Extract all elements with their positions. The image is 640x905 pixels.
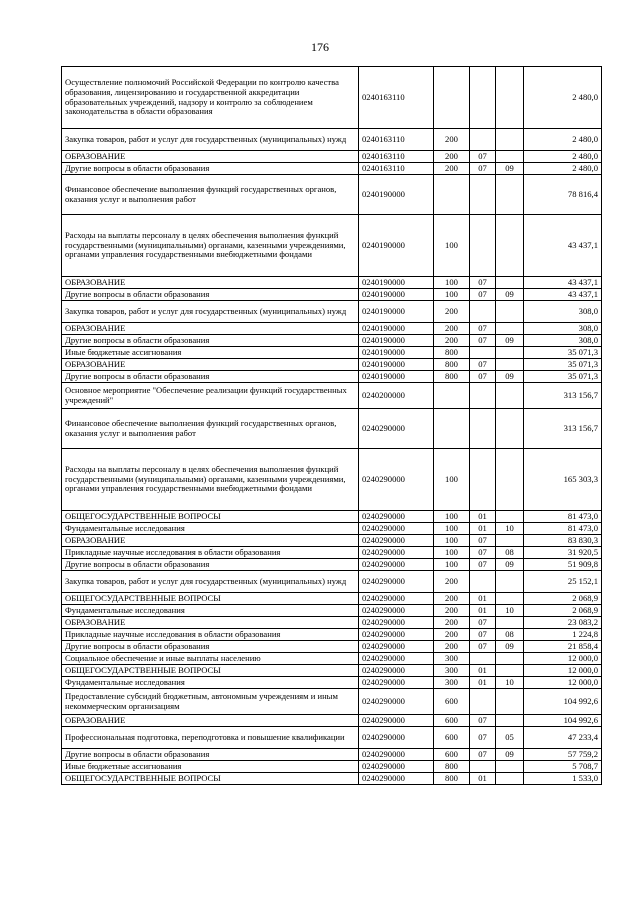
row-amount-cell: 12 000,0: [524, 665, 602, 677]
row-name-cell: ОБРАЗОВАНИЕ: [62, 359, 359, 371]
row-code-cell: 0240200000: [359, 383, 434, 409]
table-row: [62, 715, 602, 727]
row-amount-cell: 12 000,0: [524, 653, 602, 665]
row-amount-cell: 104 992,6: [524, 689, 602, 715]
table-row: [62, 215, 602, 277]
row-name-cell: Другие вопросы в области образования: [62, 335, 359, 347]
row-code-cell: 0240190000: [359, 323, 434, 335]
row-amount-cell: 2 480,0: [524, 129, 602, 151]
table-row: [62, 571, 602, 593]
row-subsection-cell: [496, 449, 524, 511]
row-amount-cell: 165 303,3: [524, 449, 602, 511]
row-section-cell: 01: [470, 677, 496, 689]
table-row: [62, 151, 602, 163]
row-name-cell: Предоставление субсидий бюджетным, автономным учреждениям и иным некоммерческим организациям: [62, 689, 359, 715]
row-amount-cell: 2 480,0: [524, 163, 602, 175]
row-name-cell: ОБЩЕГОСУДАРСТВЕННЫЕ ВОПРОСЫ: [62, 511, 359, 523]
row-subsection-cell: [496, 359, 524, 371]
budget-table-body: [62, 67, 602, 785]
row-name-cell: Другие вопросы в области образования: [62, 641, 359, 653]
row-code-cell: 0240163110: [359, 129, 434, 151]
row-amount-cell: 2 480,0: [524, 67, 602, 129]
row-amount-cell: 23 083,2: [524, 617, 602, 629]
row-name-cell: ОБЩЕГОСУДАРСТВЕННЫЕ ВОПРОСЫ: [62, 665, 359, 677]
row-section-cell: 07: [470, 163, 496, 175]
row-amount-cell: 51 909,8: [524, 559, 602, 571]
row-code-cell: 0240290000: [359, 761, 434, 773]
row-code-cell: 0240190000: [359, 277, 434, 289]
row-section-cell: [470, 449, 496, 511]
row-expense-type-cell: 200: [434, 163, 470, 175]
row-subsection-cell: [496, 67, 524, 129]
row-section-cell: 07: [470, 727, 496, 749]
row-amount-cell: 308,0: [524, 323, 602, 335]
row-expense-type-cell: 800: [434, 347, 470, 359]
row-amount-cell: 43 437,1: [524, 215, 602, 277]
row-subsection-cell: [496, 151, 524, 163]
row-section-cell: [470, 301, 496, 323]
table-row: [62, 175, 602, 215]
row-name-cell: Закупка товаров, работ и услуг для государственных (муниципальных) нужд: [62, 571, 359, 593]
row-expense-type-cell: 300: [434, 665, 470, 677]
row-amount-cell: 57 759,2: [524, 749, 602, 761]
row-expense-type-cell: 200: [434, 151, 470, 163]
table-row: [62, 559, 602, 571]
row-expense-type-cell: 200: [434, 641, 470, 653]
table-row: [62, 593, 602, 605]
row-expense-type-cell: 100: [434, 535, 470, 547]
row-subsection-cell: [496, 689, 524, 715]
row-section-cell: [470, 409, 496, 449]
row-code-cell: 0240290000: [359, 559, 434, 571]
row-subsection-cell: [496, 761, 524, 773]
row-code-cell: 0240163110: [359, 163, 434, 175]
row-code-cell: 0240290000: [359, 677, 434, 689]
row-expense-type-cell: 300: [434, 653, 470, 665]
table-row: [62, 749, 602, 761]
row-code-cell: 0240290000: [359, 571, 434, 593]
row-amount-cell: 83 830,3: [524, 535, 602, 547]
row-code-cell: 0240190000: [359, 301, 434, 323]
row-code-cell: 0240290000: [359, 715, 434, 727]
row-subsection-cell: [496, 535, 524, 547]
row-code-cell: 0240290000: [359, 535, 434, 547]
row-name-cell: ОБРАЗОВАНИЕ: [62, 151, 359, 163]
row-subsection-cell: [496, 301, 524, 323]
row-subsection-cell: [496, 571, 524, 593]
table-row: [62, 163, 602, 175]
row-subsection-cell: [496, 323, 524, 335]
row-name-cell: Социальное обеспечение и иные выплаты населению: [62, 653, 359, 665]
row-expense-type-cell: [434, 175, 470, 215]
table-row: [62, 761, 602, 773]
row-section-cell: 07: [470, 335, 496, 347]
row-section-cell: [470, 67, 496, 129]
row-name-cell: ОБЩЕГОСУДАРСТВЕННЫЕ ВОПРОСЫ: [62, 773, 359, 785]
row-expense-type-cell: 100: [434, 511, 470, 523]
row-subsection-cell: [496, 617, 524, 629]
row-amount-cell: 81 473,0: [524, 523, 602, 535]
table-row: [62, 677, 602, 689]
row-amount-cell: 313 156,7: [524, 383, 602, 409]
row-name-cell: Другие вопросы в области образования: [62, 371, 359, 383]
table-row: [62, 289, 602, 301]
row-code-cell: 0240190000: [359, 175, 434, 215]
row-section-cell: [470, 175, 496, 215]
row-code-cell: 0240163110: [359, 151, 434, 163]
row-expense-type-cell: 100: [434, 449, 470, 511]
row-subsection-cell: 10: [496, 677, 524, 689]
row-code-cell: 0240290000: [359, 653, 434, 665]
row-expense-type-cell: 100: [434, 559, 470, 571]
row-code-cell: 0240290000: [359, 689, 434, 715]
row-code-cell: 0240290000: [359, 773, 434, 785]
row-name-cell: Другие вопросы в области образования: [62, 559, 359, 571]
row-amount-cell: 2 068,9: [524, 605, 602, 617]
table-row: [62, 689, 602, 715]
row-section-cell: 07: [470, 371, 496, 383]
row-name-cell: Расходы на выплаты персоналу в целях обеспечения выполнения функций государственными (муниципальными) органами, казенными учреждениями, органами управления государственными внебюджетными фондами: [62, 449, 359, 511]
table-row: [62, 617, 602, 629]
table-row: [62, 383, 602, 409]
row-name-cell: Фундаментальные исследования: [62, 605, 359, 617]
table-row: [62, 129, 602, 151]
row-amount-cell: 43 437,1: [524, 289, 602, 301]
row-name-cell: Другие вопросы в области образования: [62, 163, 359, 175]
row-amount-cell: 2 480,0: [524, 151, 602, 163]
row-expense-type-cell: 200: [434, 129, 470, 151]
table-row: [62, 641, 602, 653]
row-name-cell: Профессиональная подготовка, переподготовка и повышение квалификации: [62, 727, 359, 749]
table-row: [62, 301, 602, 323]
row-subsection-cell: 08: [496, 629, 524, 641]
row-name-cell: Прикладные научные исследования в области образования: [62, 629, 359, 641]
row-expense-type-cell: 200: [434, 323, 470, 335]
row-code-cell: 0240190000: [359, 335, 434, 347]
row-subsection-cell: 09: [496, 163, 524, 175]
row-section-cell: [470, 653, 496, 665]
row-section-cell: 01: [470, 511, 496, 523]
row-name-cell: Закупка товаров, работ и услуг для государственных (муниципальных) нужд: [62, 301, 359, 323]
row-expense-type-cell: 600: [434, 749, 470, 761]
row-expense-type-cell: 200: [434, 593, 470, 605]
row-subsection-cell: [496, 215, 524, 277]
table-row: [62, 773, 602, 785]
row-name-cell: ОБРАЗОВАНИЕ: [62, 617, 359, 629]
row-amount-cell: 35 071,3: [524, 359, 602, 371]
table-row: [62, 727, 602, 749]
row-subsection-cell: [496, 715, 524, 727]
row-expense-type-cell: 100: [434, 277, 470, 289]
row-expense-type-cell: 100: [434, 523, 470, 535]
row-subsection-cell: 09: [496, 559, 524, 571]
row-code-cell: 0240290000: [359, 523, 434, 535]
row-amount-cell: 78 816,4: [524, 175, 602, 215]
row-subsection-cell: [496, 129, 524, 151]
row-section-cell: 07: [470, 277, 496, 289]
row-code-cell: 0240190000: [359, 371, 434, 383]
row-name-cell: ОБРАЗОВАНИЕ: [62, 323, 359, 335]
row-name-cell: Финансовое обеспечение выполнения функций государственных органов, оказания услуг и выполнения работ: [62, 409, 359, 449]
table-row: [62, 605, 602, 617]
row-name-cell: ОБРАЗОВАНИЕ: [62, 715, 359, 727]
row-subsection-cell: [496, 653, 524, 665]
row-subsection-cell: [496, 511, 524, 523]
row-section-cell: 01: [470, 605, 496, 617]
row-amount-cell: 35 071,3: [524, 371, 602, 383]
row-name-cell: Осуществление полномочий Российской Федерации по контролю качества образования, лицензированию и государственной аккредитации образовательных учреждений, надзору и контролю за соблюдением законодательства в области образования: [62, 67, 359, 129]
table-row: [62, 335, 602, 347]
budget-table: [61, 66, 602, 785]
row-expense-type-cell: 600: [434, 727, 470, 749]
row-name-cell: Иные бюджетные ассигнования: [62, 347, 359, 359]
table-row: [62, 547, 602, 559]
row-expense-type-cell: 800: [434, 773, 470, 785]
row-expense-type-cell: [434, 409, 470, 449]
row-code-cell: 0240290000: [359, 641, 434, 653]
row-name-cell: ОБЩЕГОСУДАРСТВЕННЫЕ ВОПРОСЫ: [62, 593, 359, 605]
row-expense-type-cell: 200: [434, 617, 470, 629]
row-section-cell: [470, 689, 496, 715]
row-subsection-cell: 09: [496, 749, 524, 761]
row-subsection-cell: 09: [496, 371, 524, 383]
row-subsection-cell: 10: [496, 523, 524, 535]
row-expense-type-cell: 200: [434, 605, 470, 617]
row-section-cell: [470, 215, 496, 277]
row-code-cell: 0240190000: [359, 347, 434, 359]
table-row: [62, 449, 602, 511]
row-name-cell: Прикладные научные исследования в области образования: [62, 547, 359, 559]
row-section-cell: 07: [470, 323, 496, 335]
row-section-cell: 07: [470, 359, 496, 371]
row-amount-cell: 21 858,4: [524, 641, 602, 653]
row-subsection-cell: [496, 383, 524, 409]
row-code-cell: 0240290000: [359, 547, 434, 559]
row-subsection-cell: [496, 277, 524, 289]
row-amount-cell: 1 224,8: [524, 629, 602, 641]
row-section-cell: [470, 347, 496, 359]
row-section-cell: [470, 571, 496, 593]
row-code-cell: 0240290000: [359, 511, 434, 523]
row-name-cell: Фундаментальные исследования: [62, 677, 359, 689]
table-row: [62, 371, 602, 383]
row-name-cell: Расходы на выплаты персоналу в целях обеспечения выполнения функций государственными (муниципальными) органами, казенными учреждениями, органами управления государственными внебюджетными фондами: [62, 215, 359, 277]
row-code-cell: 0240190000: [359, 215, 434, 277]
table-row: [62, 665, 602, 677]
page-number: 176: [311, 40, 329, 54]
row-section-cell: [470, 129, 496, 151]
row-code-cell: 0240190000: [359, 289, 434, 301]
row-amount-cell: 25 152,1: [524, 571, 602, 593]
table-row: [62, 409, 602, 449]
row-section-cell: [470, 383, 496, 409]
row-section-cell: 07: [470, 749, 496, 761]
row-expense-type-cell: 200: [434, 629, 470, 641]
row-subsection-cell: 09: [496, 289, 524, 301]
table-row: [62, 653, 602, 665]
row-code-cell: 0240290000: [359, 449, 434, 511]
row-code-cell: 0240290000: [359, 605, 434, 617]
row-name-cell: Закупка товаров, работ и услуг для государственных (муниципальных) нужд: [62, 129, 359, 151]
row-amount-cell: 308,0: [524, 335, 602, 347]
row-code-cell: 0240290000: [359, 665, 434, 677]
row-name-cell: ОБРАЗОВАНИЕ: [62, 535, 359, 547]
row-subsection-cell: [496, 665, 524, 677]
row-expense-type-cell: 200: [434, 335, 470, 347]
row-amount-cell: 43 437,1: [524, 277, 602, 289]
row-amount-cell: 47 233,4: [524, 727, 602, 749]
row-expense-type-cell: 200: [434, 301, 470, 323]
row-section-cell: 07: [470, 715, 496, 727]
row-amount-cell: 12 000,0: [524, 677, 602, 689]
row-expense-type-cell: 200: [434, 571, 470, 593]
row-code-cell: 0240290000: [359, 749, 434, 761]
row-expense-type-cell: 600: [434, 715, 470, 727]
table-row: [62, 277, 602, 289]
row-code-cell: 0240290000: [359, 629, 434, 641]
row-name-cell: Другие вопросы в области образования: [62, 289, 359, 301]
row-subsection-cell: 09: [496, 641, 524, 653]
row-section-cell: 07: [470, 617, 496, 629]
table-row: [62, 67, 602, 129]
row-section-cell: 01: [470, 665, 496, 677]
row-expense-type-cell: [434, 67, 470, 129]
row-name-cell: Финансовое обеспечение выполнения функций государственных органов, оказания услуг и выполнения работ: [62, 175, 359, 215]
row-code-cell: 0240190000: [359, 359, 434, 371]
table-row: [62, 523, 602, 535]
row-subsection-cell: [496, 593, 524, 605]
row-subsection-cell: 08: [496, 547, 524, 559]
row-section-cell: 07: [470, 559, 496, 571]
row-name-cell: Основное мероприятие "Обеспечение реализации функций государственных учреждений": [62, 383, 359, 409]
row-expense-type-cell: 100: [434, 547, 470, 559]
row-name-cell: Фундаментальные исследования: [62, 523, 359, 535]
row-subsection-cell: [496, 347, 524, 359]
row-subsection-cell: [496, 175, 524, 215]
row-subsection-cell: 10: [496, 605, 524, 617]
row-expense-type-cell: 600: [434, 689, 470, 715]
row-amount-cell: 104 992,6: [524, 715, 602, 727]
row-expense-type-cell: 300: [434, 677, 470, 689]
row-name-cell: ОБРАЗОВАНИЕ: [62, 277, 359, 289]
row-amount-cell: 31 920,5: [524, 547, 602, 559]
row-expense-type-cell: [434, 383, 470, 409]
table-row: [62, 347, 602, 359]
row-code-cell: 0240290000: [359, 593, 434, 605]
table-row: [62, 359, 602, 371]
row-code-cell: 0240290000: [359, 409, 434, 449]
row-amount-cell: 35 071,3: [524, 347, 602, 359]
table-row: [62, 535, 602, 547]
table-row: [62, 323, 602, 335]
row-expense-type-cell: 100: [434, 215, 470, 277]
row-subsection-cell: 09: [496, 335, 524, 347]
row-section-cell: 07: [470, 641, 496, 653]
row-amount-cell: 5 708,7: [524, 761, 602, 773]
row-amount-cell: 81 473,0: [524, 511, 602, 523]
row-expense-type-cell: 800: [434, 761, 470, 773]
row-section-cell: 01: [470, 593, 496, 605]
row-code-cell: 0240290000: [359, 617, 434, 629]
row-section-cell: [470, 761, 496, 773]
row-section-cell: 07: [470, 535, 496, 547]
row-subsection-cell: [496, 409, 524, 449]
row-code-cell: 0240163110: [359, 67, 434, 129]
row-amount-cell: 313 156,7: [524, 409, 602, 449]
row-section-cell: 07: [470, 547, 496, 559]
row-name-cell: Иные бюджетные ассигнования: [62, 761, 359, 773]
row-expense-type-cell: 100: [434, 289, 470, 301]
row-section-cell: 01: [470, 523, 496, 535]
row-name-cell: Другие вопросы в области образования: [62, 749, 359, 761]
row-amount-cell: 1 533,0: [524, 773, 602, 785]
row-subsection-cell: [496, 773, 524, 785]
row-section-cell: 07: [470, 629, 496, 641]
row-code-cell: 0240290000: [359, 727, 434, 749]
row-section-cell: 07: [470, 289, 496, 301]
row-amount-cell: 308,0: [524, 301, 602, 323]
row-expense-type-cell: 800: [434, 359, 470, 371]
table-row: [62, 629, 602, 641]
row-expense-type-cell: 800: [434, 371, 470, 383]
table-row: [62, 511, 602, 523]
row-section-cell: 07: [470, 151, 496, 163]
row-section-cell: 01: [470, 773, 496, 785]
row-subsection-cell: 05: [496, 727, 524, 749]
row-amount-cell: 2 068,9: [524, 593, 602, 605]
